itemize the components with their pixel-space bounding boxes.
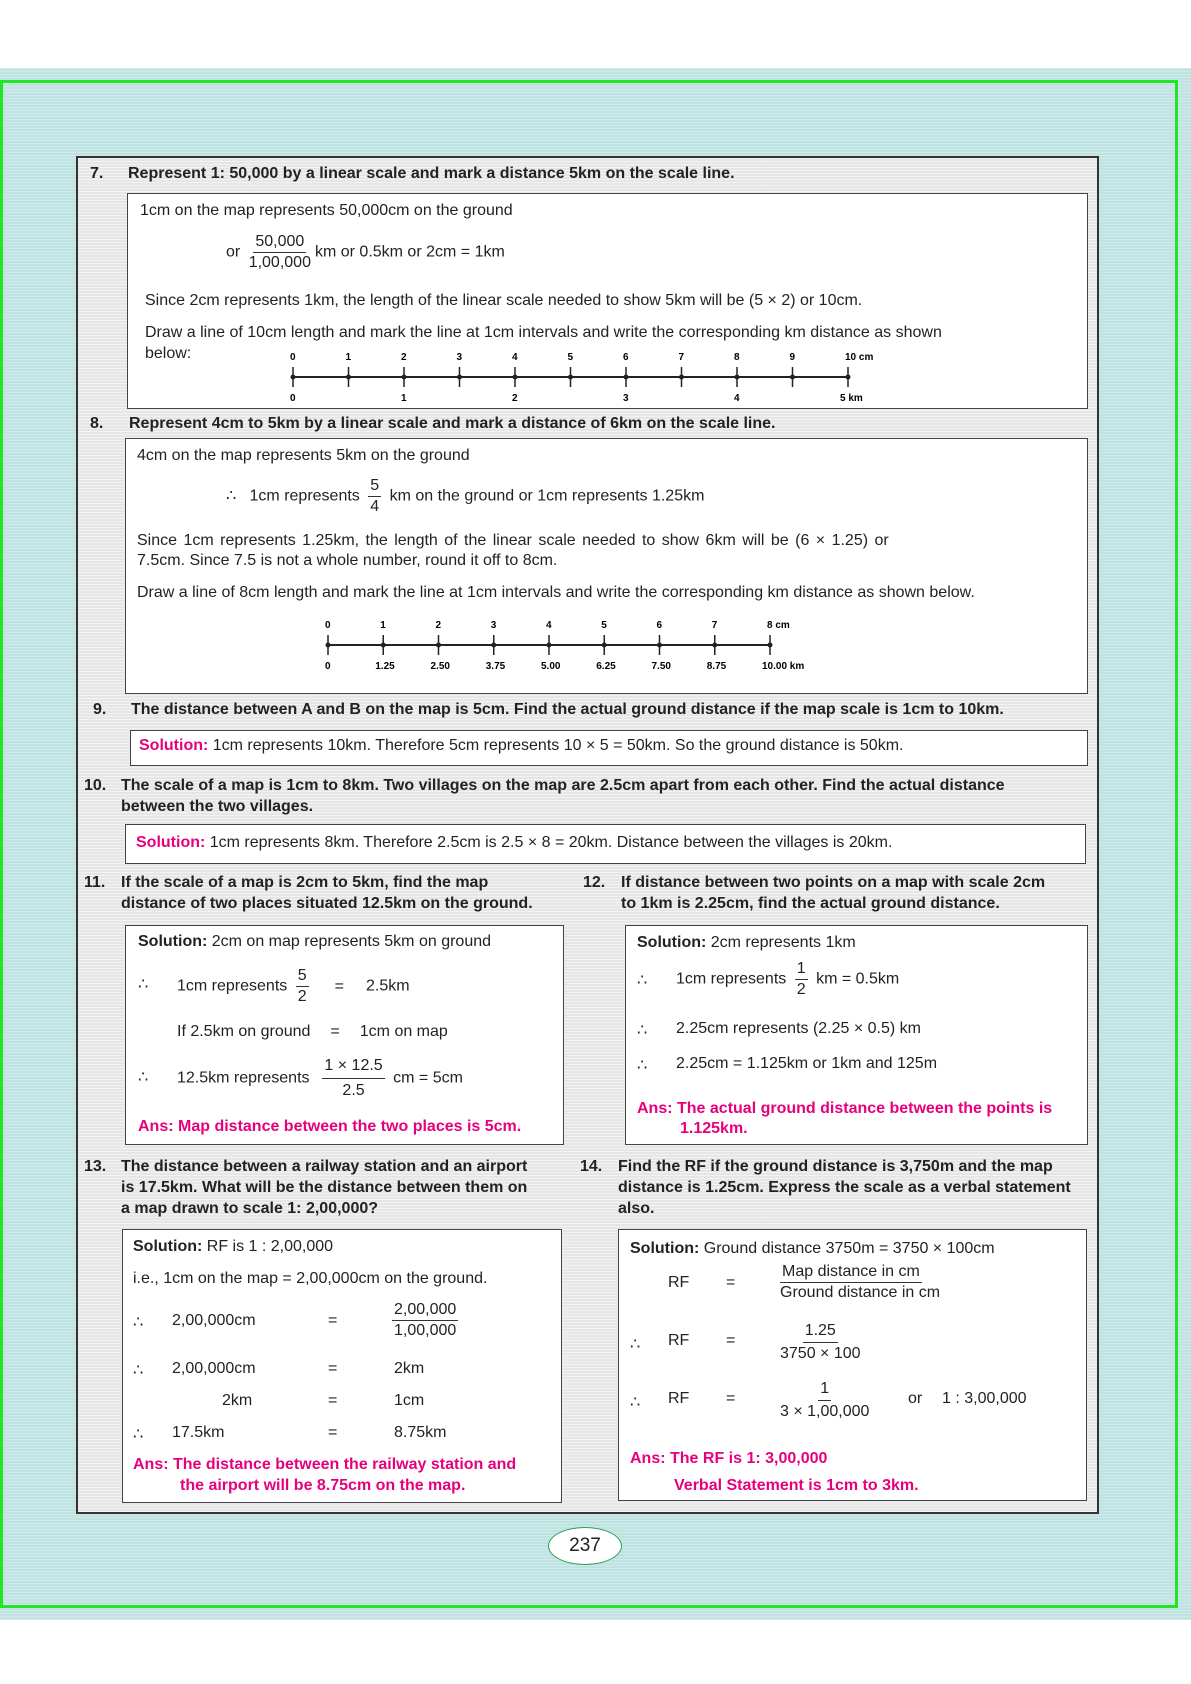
km-label: 4 (734, 393, 740, 404)
cm-label: 1 (380, 620, 386, 631)
km-label: 8.75 (706, 661, 727, 672)
question-number: 13. (84, 1158, 107, 1175)
question-text: also. (618, 1200, 655, 1217)
linear-scale-2 (0, 0, 1191, 690)
fraction (780, 1378, 869, 1423)
text: RF (668, 1274, 690, 1291)
km-label: 5 km (840, 393, 863, 404)
km-label: 0 (325, 661, 331, 672)
fraction (392, 1300, 458, 1341)
cm-label: 9 (789, 352, 796, 363)
denominator: 2.5 (342, 1082, 365, 1099)
therefore-symbol: ∴ (637, 1022, 648, 1039)
cm-label: 3 (490, 620, 497, 631)
denominator: 2 (796, 981, 806, 998)
numerator: 1 (818, 1378, 831, 1401)
solution-text: 2cm on map represents 5km on ground (207, 933, 492, 950)
km-label: 5.00 (541, 661, 561, 672)
question-number: 11. (84, 874, 106, 891)
cm-label: 10 cm (845, 352, 874, 363)
denominator: Ground distance in cm (780, 1284, 941, 1301)
solution-text: RF is 1 : 2,00,000 (202, 1238, 334, 1255)
text: 1cm represents (177, 977, 288, 995)
cm-label: 7 (711, 620, 718, 631)
question-number: 8. (90, 415, 104, 432)
solution-label: Solution: (139, 737, 209, 754)
text: If 2.5km on ground (177, 1023, 311, 1040)
solution-label: Solution: (630, 1240, 700, 1257)
answer-text: 1.125km. (680, 1120, 748, 1137)
text: cm = 5cm (393, 1069, 463, 1087)
solution-text: Ground distance 3750m = 3750 × 100cm (699, 1240, 995, 1257)
text: below: (145, 345, 192, 362)
fraction (795, 959, 808, 1000)
question-number: 14. (580, 1158, 603, 1175)
solution-text: 1cm represents 8km. Therefore 2.5cm is 2.5 × 8 = 20km. Distance between the villages is 20km. (205, 834, 893, 851)
scale-dot (491, 643, 496, 648)
denominator: 4 (370, 498, 380, 515)
text: km or 0.5km or 2cm = 1km (314, 243, 505, 261)
numerator: 5 (368, 476, 381, 497)
cm-label: 3 (456, 352, 463, 363)
km-label: 1 (401, 393, 407, 404)
denominator: 1,00,000 (248, 254, 311, 271)
therefore-symbol: ∴ (630, 1394, 641, 1411)
solution-label: Solution: (133, 1238, 203, 1255)
denominator: 2 (297, 988, 307, 1005)
question-text: Represent 4cm to 5km by a linear scale and mark a distance of 6km on the scale line. (129, 415, 776, 432)
scale-dot (326, 643, 331, 648)
equals: = (328, 1392, 338, 1409)
text: 2km (222, 1392, 253, 1409)
numerator: 5 (296, 966, 309, 987)
text: 8.75km (394, 1424, 447, 1441)
cm-label: 4 (546, 620, 552, 631)
solution-label: Solution: (136, 834, 206, 851)
therefore-symbol: ∴ (138, 1069, 149, 1086)
km-label: 3.75 (485, 661, 506, 672)
question-text: distance is 1.25cm. Express the scale as a verbal statement (618, 1179, 1071, 1196)
text: RF (668, 1332, 690, 1349)
numerator: 50,000 (253, 232, 306, 253)
solution-text: 2cm represents 1km (706, 934, 856, 951)
equals: = (328, 1424, 338, 1441)
numerator: 2,00,000 (392, 1300, 458, 1321)
text: 2.25cm represents (2.25 × 0.5) km (676, 1020, 921, 1037)
scale-dot (712, 643, 717, 648)
cm-label: 6 (623, 352, 629, 363)
km-label: 2 (512, 393, 518, 404)
cm-label: 7 (678, 352, 685, 363)
equals: = (726, 1390, 736, 1407)
text: Draw a line of 10cm length and mark the line at 1cm intervals and write the corresponding km distance as shown (145, 324, 942, 341)
cm-label: 8 cm (767, 620, 790, 631)
text: 7.5cm. Since 7.5 is not a whole number, round it off to 8cm. (137, 552, 558, 569)
text: 17.5km (172, 1424, 225, 1441)
cm-label: 2 (435, 620, 442, 631)
therefore-symbol: ∴ (637, 1057, 648, 1074)
cm-label: 4 (512, 352, 518, 363)
scale-dot (657, 643, 662, 648)
question-text: The distance between A and B on the map is 5cm. Find the actual ground distance if the map scale is 1cm to 10km. (131, 701, 1004, 718)
text: Since 2cm represents 1km, the length of the linear scale needed to show 5km will be (5 × 2) or 10cm. (145, 292, 863, 309)
text: or (908, 1390, 923, 1407)
text: 2.5km (365, 977, 410, 995)
cm-label: 5 (567, 352, 574, 363)
text: km = 0.5km (816, 970, 900, 988)
text: 1cm on map (359, 1023, 448, 1040)
equals: = (334, 977, 344, 995)
therefore-symbol: ∴ (138, 976, 149, 993)
question-number: 7. (90, 165, 104, 182)
equals: = (726, 1274, 736, 1291)
solution-label: Solution: (138, 933, 208, 950)
question-number: 9. (93, 701, 107, 718)
text: 1cm on the map represents 50,000cm on the ground (140, 202, 513, 219)
text: or (226, 243, 241, 261)
km-label: 1.25 (375, 661, 395, 672)
denominator: 1,00,000 (394, 1322, 457, 1339)
scale-dot (547, 643, 552, 648)
km-label: 7.50 (651, 661, 671, 672)
solution-label: Solution: (637, 934, 707, 951)
text: 4cm on the map represents 5km on the ground (137, 447, 470, 464)
question-text: distance of two places situated 12.5km on the ground. (121, 895, 533, 912)
numerator: Map distance in cm (780, 1262, 922, 1283)
scale-dot (768, 643, 773, 648)
therefore-symbol: ∴ (133, 1362, 144, 1379)
cm-label: 5 (601, 620, 607, 631)
scale-dot (602, 643, 607, 648)
numerator: 1 (795, 959, 808, 980)
cm-label: 0 (290, 352, 296, 363)
equals: = (328, 1360, 338, 1377)
question-text: to 1km is 2.25cm, find the actual ground distance. (621, 895, 1000, 912)
text: 2,00,000cm (172, 1360, 256, 1377)
cm-label: 0 (325, 620, 331, 631)
question-number: 10. (84, 777, 107, 794)
answer-text: Ans: The distance between the railway station and (133, 1456, 517, 1473)
text: Draw a line of 8cm length and mark the line at 1cm intervals and write the corresponding km distance as shown below. (137, 584, 975, 601)
text: i.e., 1cm on the map = 2,00,000cm on the ground. (133, 1270, 488, 1287)
scale-dot (381, 643, 386, 648)
therefore-symbol: ∴ (226, 487, 237, 505)
denominator: 3 × 1,00,000 (780, 1403, 870, 1420)
question-text: If the scale of a map is 2cm to 5km, find the map (121, 874, 489, 891)
answer-text: Verbal Statement is 1cm to 3km. (674, 1477, 919, 1494)
cm-label: 8 (734, 352, 740, 363)
text: 1cm represents (249, 487, 360, 505)
therefore-symbol: ∴ (637, 972, 648, 989)
numerator: 1.25 (803, 1320, 838, 1343)
therefore-symbol: ∴ (133, 1314, 144, 1331)
therefore-symbol: ∴ (630, 1336, 641, 1353)
question-text: The scale of a map is 1cm to 8km. Two villages on the map are 2.5cm apart from each other. Find the actual distance (121, 777, 1005, 794)
equals: = (330, 1023, 340, 1040)
text: Since 1cm represents 1.25km, the length of the linear scale needed to show 6km will be (6 × 1.25) or (137, 532, 889, 549)
text: 12.5km represents (177, 1069, 310, 1087)
therefore-symbol: ∴ (133, 1426, 144, 1443)
text: 2km (394, 1360, 425, 1377)
question-text: The distance between a railway station and an airport (121, 1158, 528, 1175)
numerator: 1 × 12.5 (322, 1054, 384, 1079)
km-label: 2.50 (430, 661, 450, 672)
question-text: Represent 1: 50,000 by a linear scale and mark a distance 5km on the scale line. (128, 165, 735, 182)
km-label: 10.00 km (762, 661, 805, 672)
solution-text: 1cm represents 10km. Therefore 5cm represents 10 × 5 = 50km. So the ground distance is 50km. (208, 737, 904, 754)
fraction (780, 1262, 940, 1303)
fraction (296, 966, 309, 1007)
denominator: 3750 × 100 (780, 1345, 861, 1362)
question-text: Find the RF if the ground distance is 3,750m and the map (618, 1158, 1053, 1175)
page-number: 237 (548, 1527, 622, 1565)
answer-text: Ans: The RF is 1: 3,00,000 (630, 1450, 828, 1467)
km-label: 3 (623, 393, 629, 404)
text: 2,00,000cm (172, 1312, 256, 1329)
question-text: is 17.5km. What will be the distance between them on (121, 1179, 528, 1196)
answer-text: Ans: Map distance between the two places is 5cm. (138, 1118, 522, 1135)
question-number: 12. (583, 874, 606, 891)
fraction (780, 1320, 861, 1365)
text: km on the ground or 1cm represents 1.25km (389, 487, 705, 505)
equals: = (726, 1332, 736, 1349)
cm-label: 2 (401, 352, 407, 363)
scale-dot (436, 643, 441, 648)
answer-text: Ans: The actual ground distance between the points is (637, 1100, 1053, 1117)
question-text: between the two villages. (121, 798, 314, 815)
text: 2.25cm = 1.125km or 1km and 125m (676, 1055, 938, 1072)
km-label: 6.25 (596, 661, 616, 672)
text: 1cm represents (676, 970, 787, 988)
answer-text: the airport will be 8.75cm on the map. (180, 1477, 466, 1494)
question-text: If distance between two points on a map with scale 2cm (621, 874, 1046, 891)
question-text: a map drawn to scale 1: 2,00,000? (121, 1200, 379, 1217)
equals: = (328, 1312, 338, 1329)
text: RF (668, 1390, 690, 1407)
cm-label: 6 (656, 620, 663, 631)
text: 1 : 3,00,000 (942, 1390, 1027, 1407)
km-label: 0 (290, 393, 296, 404)
cm-label: 1 (345, 352, 352, 363)
text: 1cm (394, 1392, 425, 1409)
fraction (322, 1054, 384, 1103)
